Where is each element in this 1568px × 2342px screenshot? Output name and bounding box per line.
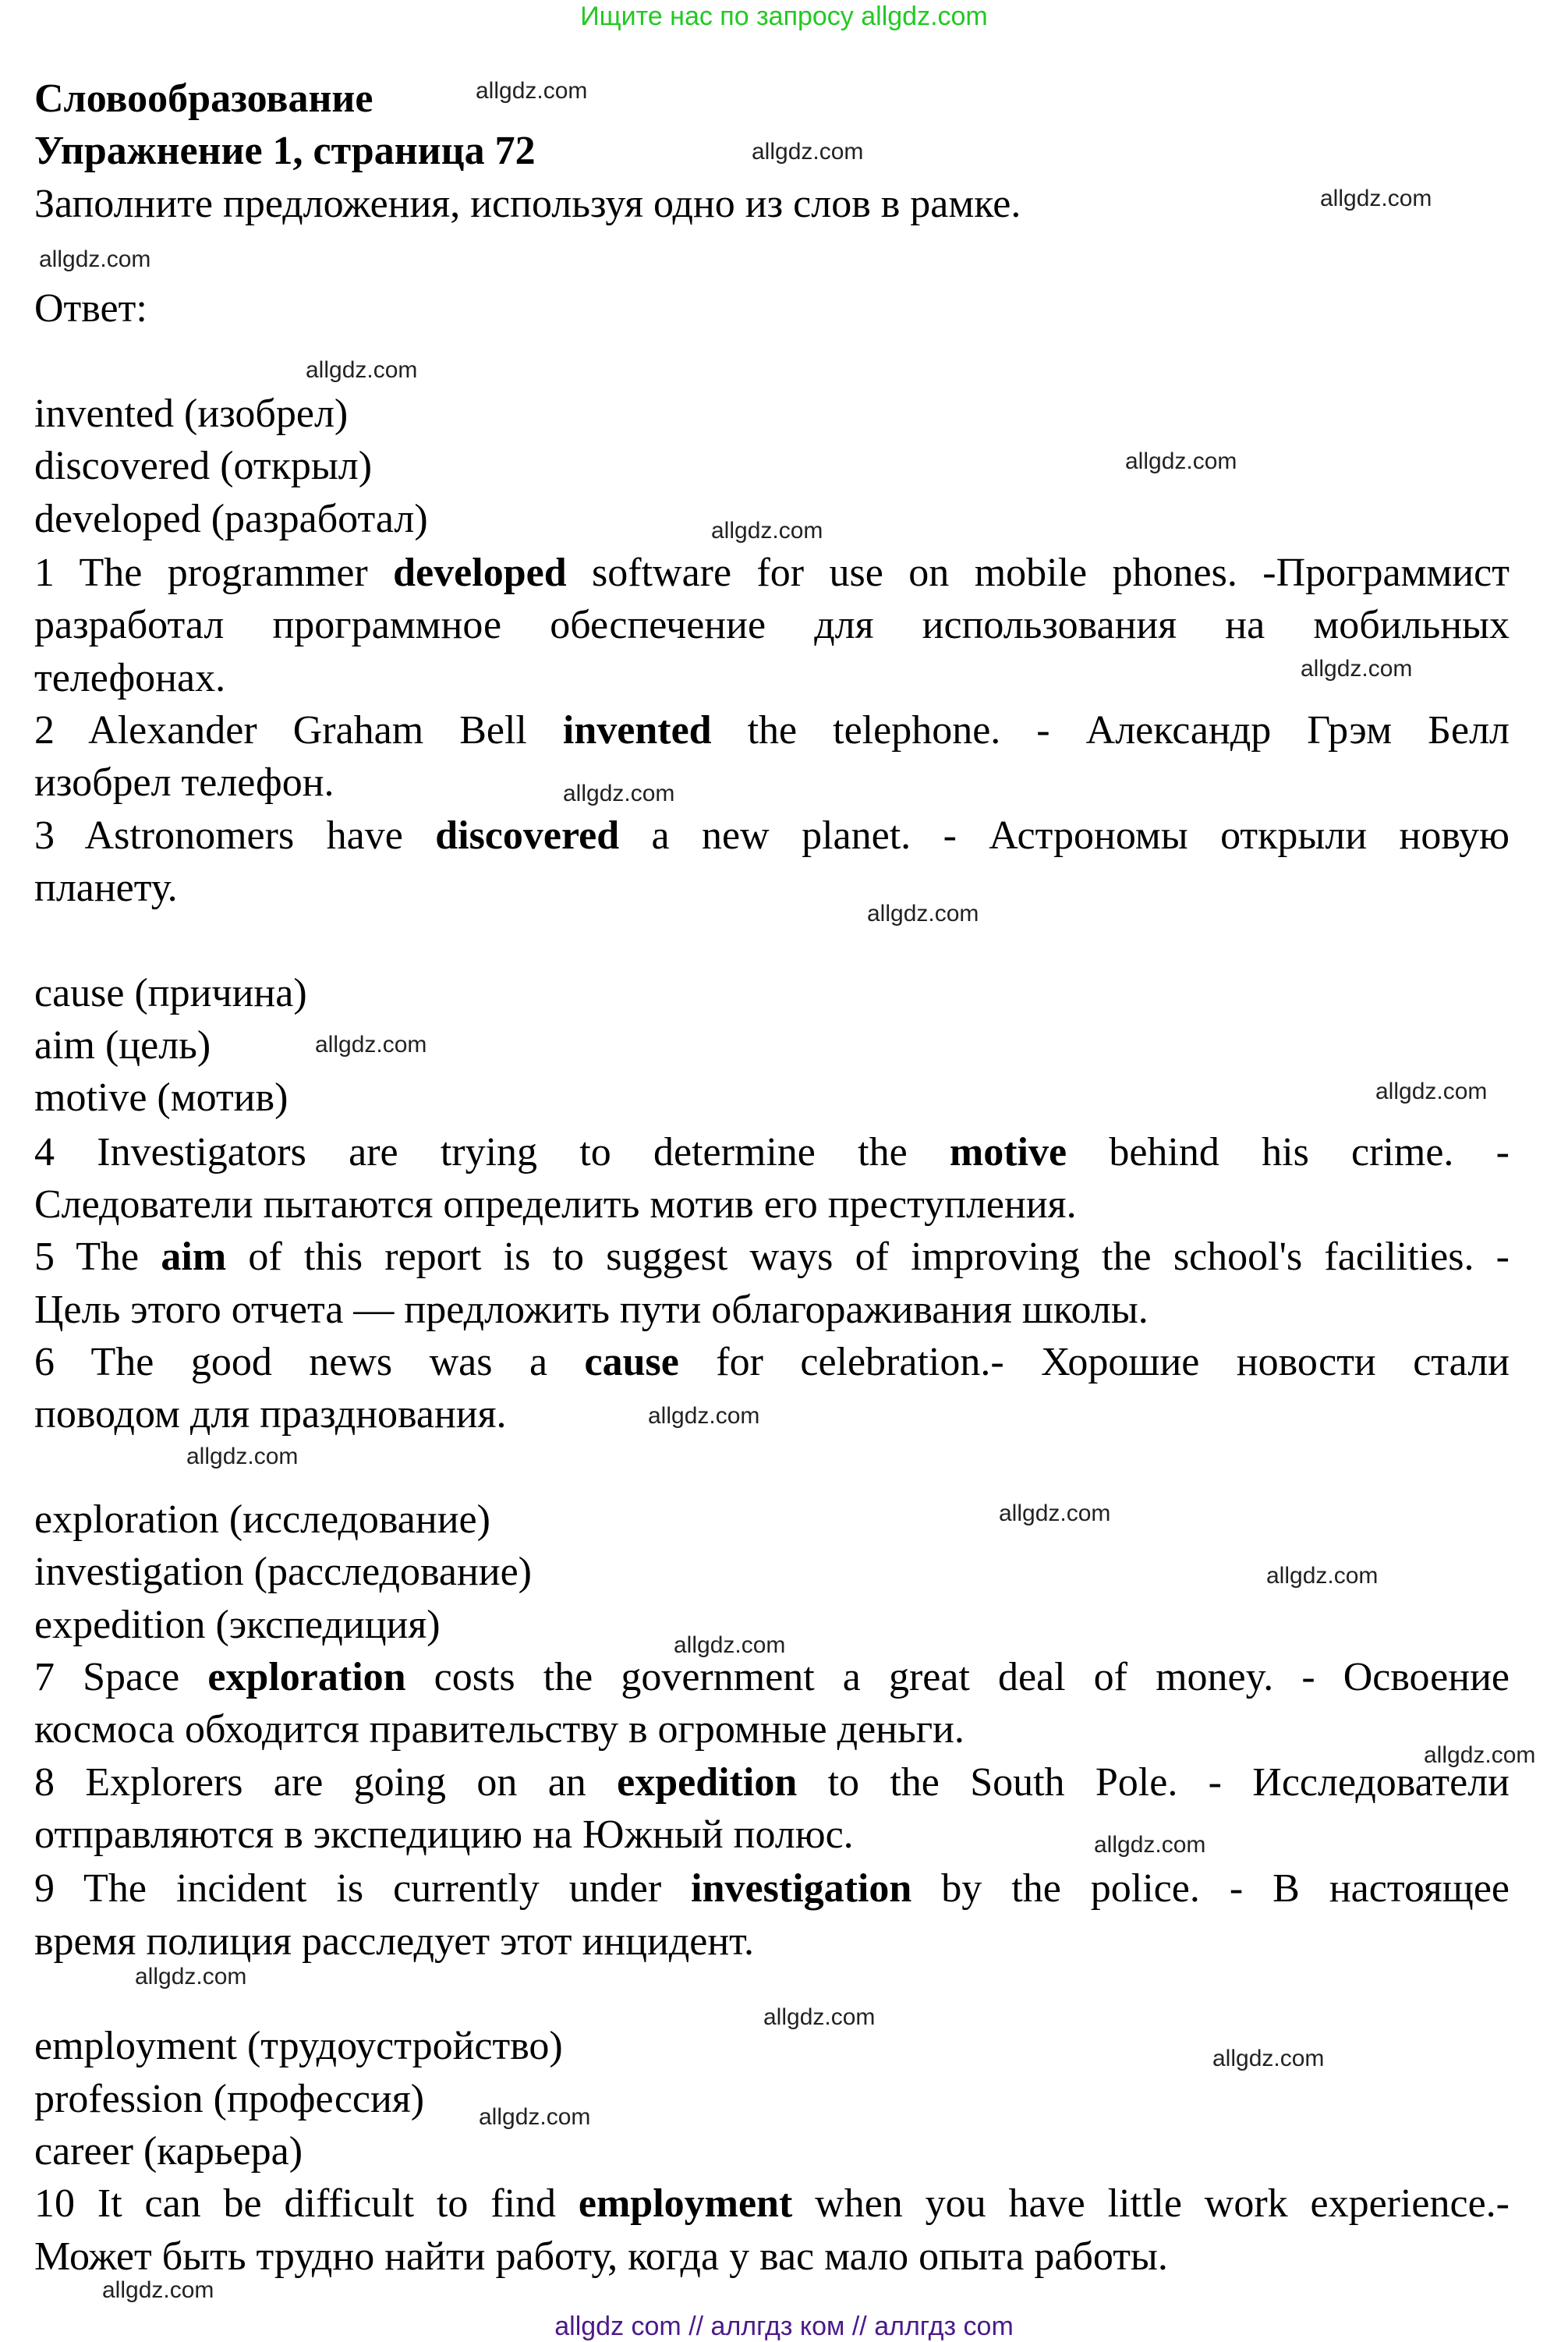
text-segment: 2 Alexander Graham Bell — [34, 708, 563, 753]
text-line — [34, 707, 1510, 754]
text-segment: Словообразование — [34, 76, 373, 121]
watermark: allgdz.com — [674, 1632, 786, 1658]
answer-word: invented — [562, 708, 712, 753]
text-segment: behind his crime. - — [1067, 1130, 1510, 1175]
watermark: allgdz.com — [102, 2277, 214, 2303]
text-segment: costs the government a great deal of money. - Освоение — [405, 1655, 1510, 1699]
watermark: allgdz.com — [563, 781, 675, 806]
text-line — [34, 813, 1510, 859]
watermark: allgdz.com — [479, 2104, 591, 2130]
text-segment: Упражнение 1, страница 72 — [34, 129, 536, 173]
text-line — [34, 1339, 1510, 1386]
text-segment: to the South Pole. - Исследователи — [797, 1760, 1510, 1805]
text-segment: motive (мотив) — [34, 1075, 288, 1120]
watermark: allgdz.com — [1094, 1832, 1206, 1858]
watermark: allgdz.com — [1125, 448, 1237, 474]
text-segment: of this report is to suggest ways of improving the school's facilities. - — [226, 1235, 1510, 1279]
watermark: allgdz.com — [1375, 1079, 1488, 1104]
watermark: allgdz.com — [1301, 656, 1413, 682]
text-segment: cause (причина) — [34, 971, 307, 1015]
text-segment: discovered (открыл) — [34, 444, 373, 488]
text-segment: Может быть трудно найти работу, когда у вас мало опыта работы. — [34, 2234, 1168, 2279]
text-segment: investigation (расследование) — [34, 1550, 532, 1594]
text-line — [34, 1919, 1510, 1965]
text-segment: when you have little work experience.- — [792, 2181, 1510, 2226]
text-segment: 1 The programmer — [34, 551, 394, 595]
text-line — [34, 285, 1510, 332]
text-line — [34, 1706, 1510, 1753]
text-segment: for celebration.- Хорошие новости стали — [678, 1340, 1510, 1384]
text-line — [34, 1497, 1510, 1543]
text-line — [34, 2181, 1510, 2227]
text-segment: Заполните предложения, используя одно из слов в рамке. — [34, 182, 1021, 226]
heading — [34, 76, 1510, 122]
answer-word: investigation — [691, 1866, 912, 1911]
text-line — [34, 1129, 1510, 1176]
answer-word: employment — [578, 2181, 793, 2226]
text-segment: developed (разработал) — [34, 497, 428, 541]
text-segment: 5 The — [34, 1235, 161, 1279]
watermark: allgdz.com — [1424, 1742, 1536, 1768]
text-line — [34, 391, 1510, 438]
watermark: allgdz.com — [1212, 2046, 1325, 2071]
watermark: allgdz.com — [39, 246, 151, 272]
text-segment: телефонах. — [34, 656, 226, 700]
text-segment: 3 Astronomers have — [34, 813, 436, 858]
answer-word: discovered — [435, 813, 620, 858]
text-line — [34, 655, 1510, 702]
text-line — [34, 1287, 1510, 1334]
footer-banner: allgdz com // аллгдз ком // аллгдз com — [554, 2312, 1014, 2341]
answer-word: cause — [584, 1340, 679, 1384]
text-segment: invented (изобрел) — [34, 392, 349, 436]
text-segment: 7 Space — [34, 1655, 208, 1699]
answer-word: motive — [949, 1130, 1067, 1175]
text-segment: отправляются в экспедицию на Южный полюс. — [34, 1812, 854, 1857]
text-segment: 6 The good news was a — [34, 1340, 585, 1384]
text-segment: employment (трудоустройство) — [34, 2024, 563, 2068]
text-segment: изобрел телефон. — [34, 760, 334, 805]
watermark: allgdz.com — [186, 1444, 299, 1469]
watermark: allgdz.com — [867, 901, 979, 927]
watermark: allgdz.com — [476, 78, 588, 104]
watermark: allgdz.com — [135, 1964, 247, 1989]
text-segment: the telephone. - Александр Грэм Белл — [711, 708, 1510, 753]
text-line — [34, 1391, 1510, 1438]
watermark: allgdz.com — [315, 1032, 427, 1058]
answer-word: exploration — [207, 1655, 406, 1699]
text-line — [34, 1022, 1510, 1069]
text-segment: 10 It can be difficult to find — [34, 2181, 579, 2226]
text-line — [34, 1234, 1510, 1281]
text-segment: космоса обходится правительству в огромные деньги. — [34, 1707, 965, 1752]
watermark: allgdz.com — [763, 2004, 876, 2030]
text-line — [34, 760, 1510, 806]
text-line — [34, 443, 1510, 490]
answer-word: expedition — [617, 1760, 798, 1805]
text-segment: expedition (экспедиция) — [34, 1603, 441, 1647]
text-segment: планету. — [34, 866, 178, 910]
text-segment: by the police. - В настоящее — [911, 1866, 1510, 1911]
text-line — [34, 1654, 1510, 1701]
text-segment: career (карьера) — [34, 2129, 303, 2174]
text-line — [34, 970, 1510, 1017]
watermark: allgdz.com — [999, 1501, 1111, 1526]
watermark: allgdz.com — [711, 518, 823, 544]
search-banner: Ищите нас по запросу allgdz.com — [580, 2, 988, 31]
watermark: allgdz.com — [752, 139, 864, 165]
text-segment: a new planet. - Астрономы открыли новую — [619, 813, 1510, 858]
text-segment: Ответ: — [34, 286, 147, 331]
text-line — [34, 1075, 1510, 1121]
text-line — [34, 181, 1510, 228]
text-line — [34, 2128, 1510, 2175]
watermark: allgdz.com — [1266, 1563, 1379, 1589]
text-segment: поводом для празднования. — [34, 1392, 507, 1437]
text-line — [34, 1865, 1510, 1912]
text-line — [34, 1812, 1510, 1858]
text-segment: Цель этого отчета — предложить пути облагораживания школы. — [34, 1288, 1149, 1332]
text-line — [34, 1182, 1510, 1228]
answer-word: aim — [161, 1235, 227, 1279]
text-segment: 4 Investigators are trying to determine the — [34, 1130, 950, 1175]
text-line — [34, 2234, 1510, 2280]
text-segment: aim (цель) — [34, 1023, 211, 1068]
text-line — [34, 1759, 1510, 1806]
text-segment: 8 Explorers are going on an — [34, 1760, 618, 1805]
answer-word: developed — [393, 551, 567, 595]
text-segment: время полиция расследует этот инцидент. — [34, 1919, 754, 1964]
watermark: allgdz.com — [306, 357, 418, 383]
text-line — [34, 550, 1510, 597]
text-segment: Следователи пытаются определить мотив его преступления. — [34, 1182, 1077, 1227]
text-line — [34, 865, 1510, 912]
text-segment: разработал программное обеспечение для использования на мобильных — [34, 603, 1510, 647]
text-segment: exploration (исследование) — [34, 1497, 490, 1542]
text-segment: software for use on mobile phones. -Программист — [566, 551, 1510, 595]
watermark: allgdz.com — [1320, 186, 1432, 211]
text-segment: 9 The incident is currently under — [34, 1866, 692, 1911]
watermark: allgdz.com — [648, 1403, 760, 1429]
text-line — [34, 2076, 1510, 2123]
text-line — [34, 602, 1510, 649]
text-segment: profession (профессия) — [34, 2077, 425, 2121]
